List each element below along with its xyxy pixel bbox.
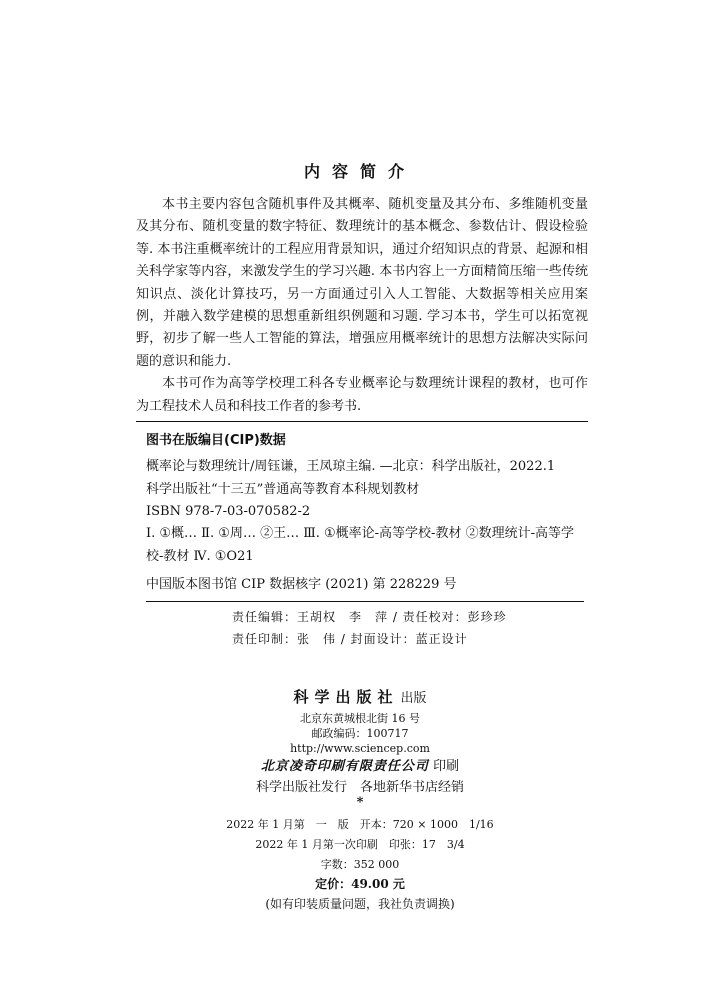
cip-number: 中国版本图书馆 CIP 数据核字 (2021) 第 228229 号 <box>146 577 457 592</box>
quality-notice: (如有印装质量问题，我社负责调换) <box>265 897 455 911</box>
cip-heading: 图书在版编目(CIP)数据 <box>146 433 286 448</box>
edition-info: 2022 年 1 月第 一 版 开本：720 × 1000 1/16 <box>226 818 494 831</box>
distribution: 科学出版社发行 各地新华书店经销 <box>255 780 464 795</box>
cip-record <box>146 456 586 524</box>
printer-suffix: 印刷 <box>433 759 460 774</box>
word-count: 字数：352 000 <box>320 858 400 871</box>
impression-info: 2022 年 1 月第一次印刷 印张：17 3/4 <box>255 838 465 851</box>
summary-paragraph-1: 本书主要内容包含随机事件及其概率、随机变量及其分布、多维随机变量及其分布、随机变量的数字特征、数理统计的基本概念、参数估计、假设检验等. 本书注重概率统计的工程应用背景知识，通过介绍知识点的背景、起源和相关科学家等内容，来激发学生的学习兴趣. 本书内容上一方面精简压缩一些传统知识点、淡化计算技巧，另一方面通过引入人工智能、大数据等相关应用案例，并融入数学建模的思想重新组织例题和习题. 学习本书，学生可以拓宽视野，初步了解一些人工智能的算法，增强应用概率统计的思想方法解决实际问题的意识和能力. <box>136 197 588 369</box>
cip-record-line-3: ISBN 978-7-03-070582-2 <box>146 504 311 519</box>
credits <box>232 606 507 650</box>
price: 定价：49.00 元 <box>315 877 405 891</box>
publisher-address: 北京东黄城根北街 16 号 <box>300 712 420 725</box>
printer-line <box>0 758 720 776</box>
cip-classification-text: Ⅰ. ①概… Ⅱ. ①周… ②王… Ⅲ. ①概率论-高等学校-教材 ②数理统计-高等学校-教材 Ⅳ. ①O21 <box>146 526 574 564</box>
publisher-website: http://www.sciencep.com <box>290 742 430 755</box>
cip-number-block <box>146 574 586 597</box>
cip-bottom-rule <box>146 601 584 602</box>
credits-line-2: 责任印制：张 伟 / 封面设计：蓝正设计 <box>232 632 468 646</box>
publisher-name: 科学出版社 <box>293 688 399 706</box>
printer-name: 北京凌奇印刷有限责任公司 <box>260 759 429 774</box>
publisher-suffix: 出版 <box>400 691 427 706</box>
separator-star: * <box>356 795 364 810</box>
summary-body <box>136 194 588 418</box>
summary-paragraph-2: 本书可作为高等学校理工科各专业概率论与数理统计课程的教材，也可作为工程技术人员和科技工作者的参考书. <box>136 376 588 414</box>
publisher-line <box>0 688 720 708</box>
cip-classification <box>146 523 586 568</box>
section-divider <box>136 421 588 422</box>
cip-record-line-2: 科学出版社“十三五”普通高等教育本科规划教材 <box>146 481 420 497</box>
cip-record-line-1: 概率论与数理统计/周钰谦，王凤琼主编. —北京：科学出版社，2022.1 <box>146 459 556 474</box>
credits-line-1: 责任编辑：王胡权 李 萍 / 责任校对：彭珍珍 <box>232 610 507 624</box>
summary-title: 内容简介 <box>303 162 416 181</box>
colophon <box>0 688 720 914</box>
publisher-postcode: 邮政编码：100717 <box>311 727 409 740</box>
